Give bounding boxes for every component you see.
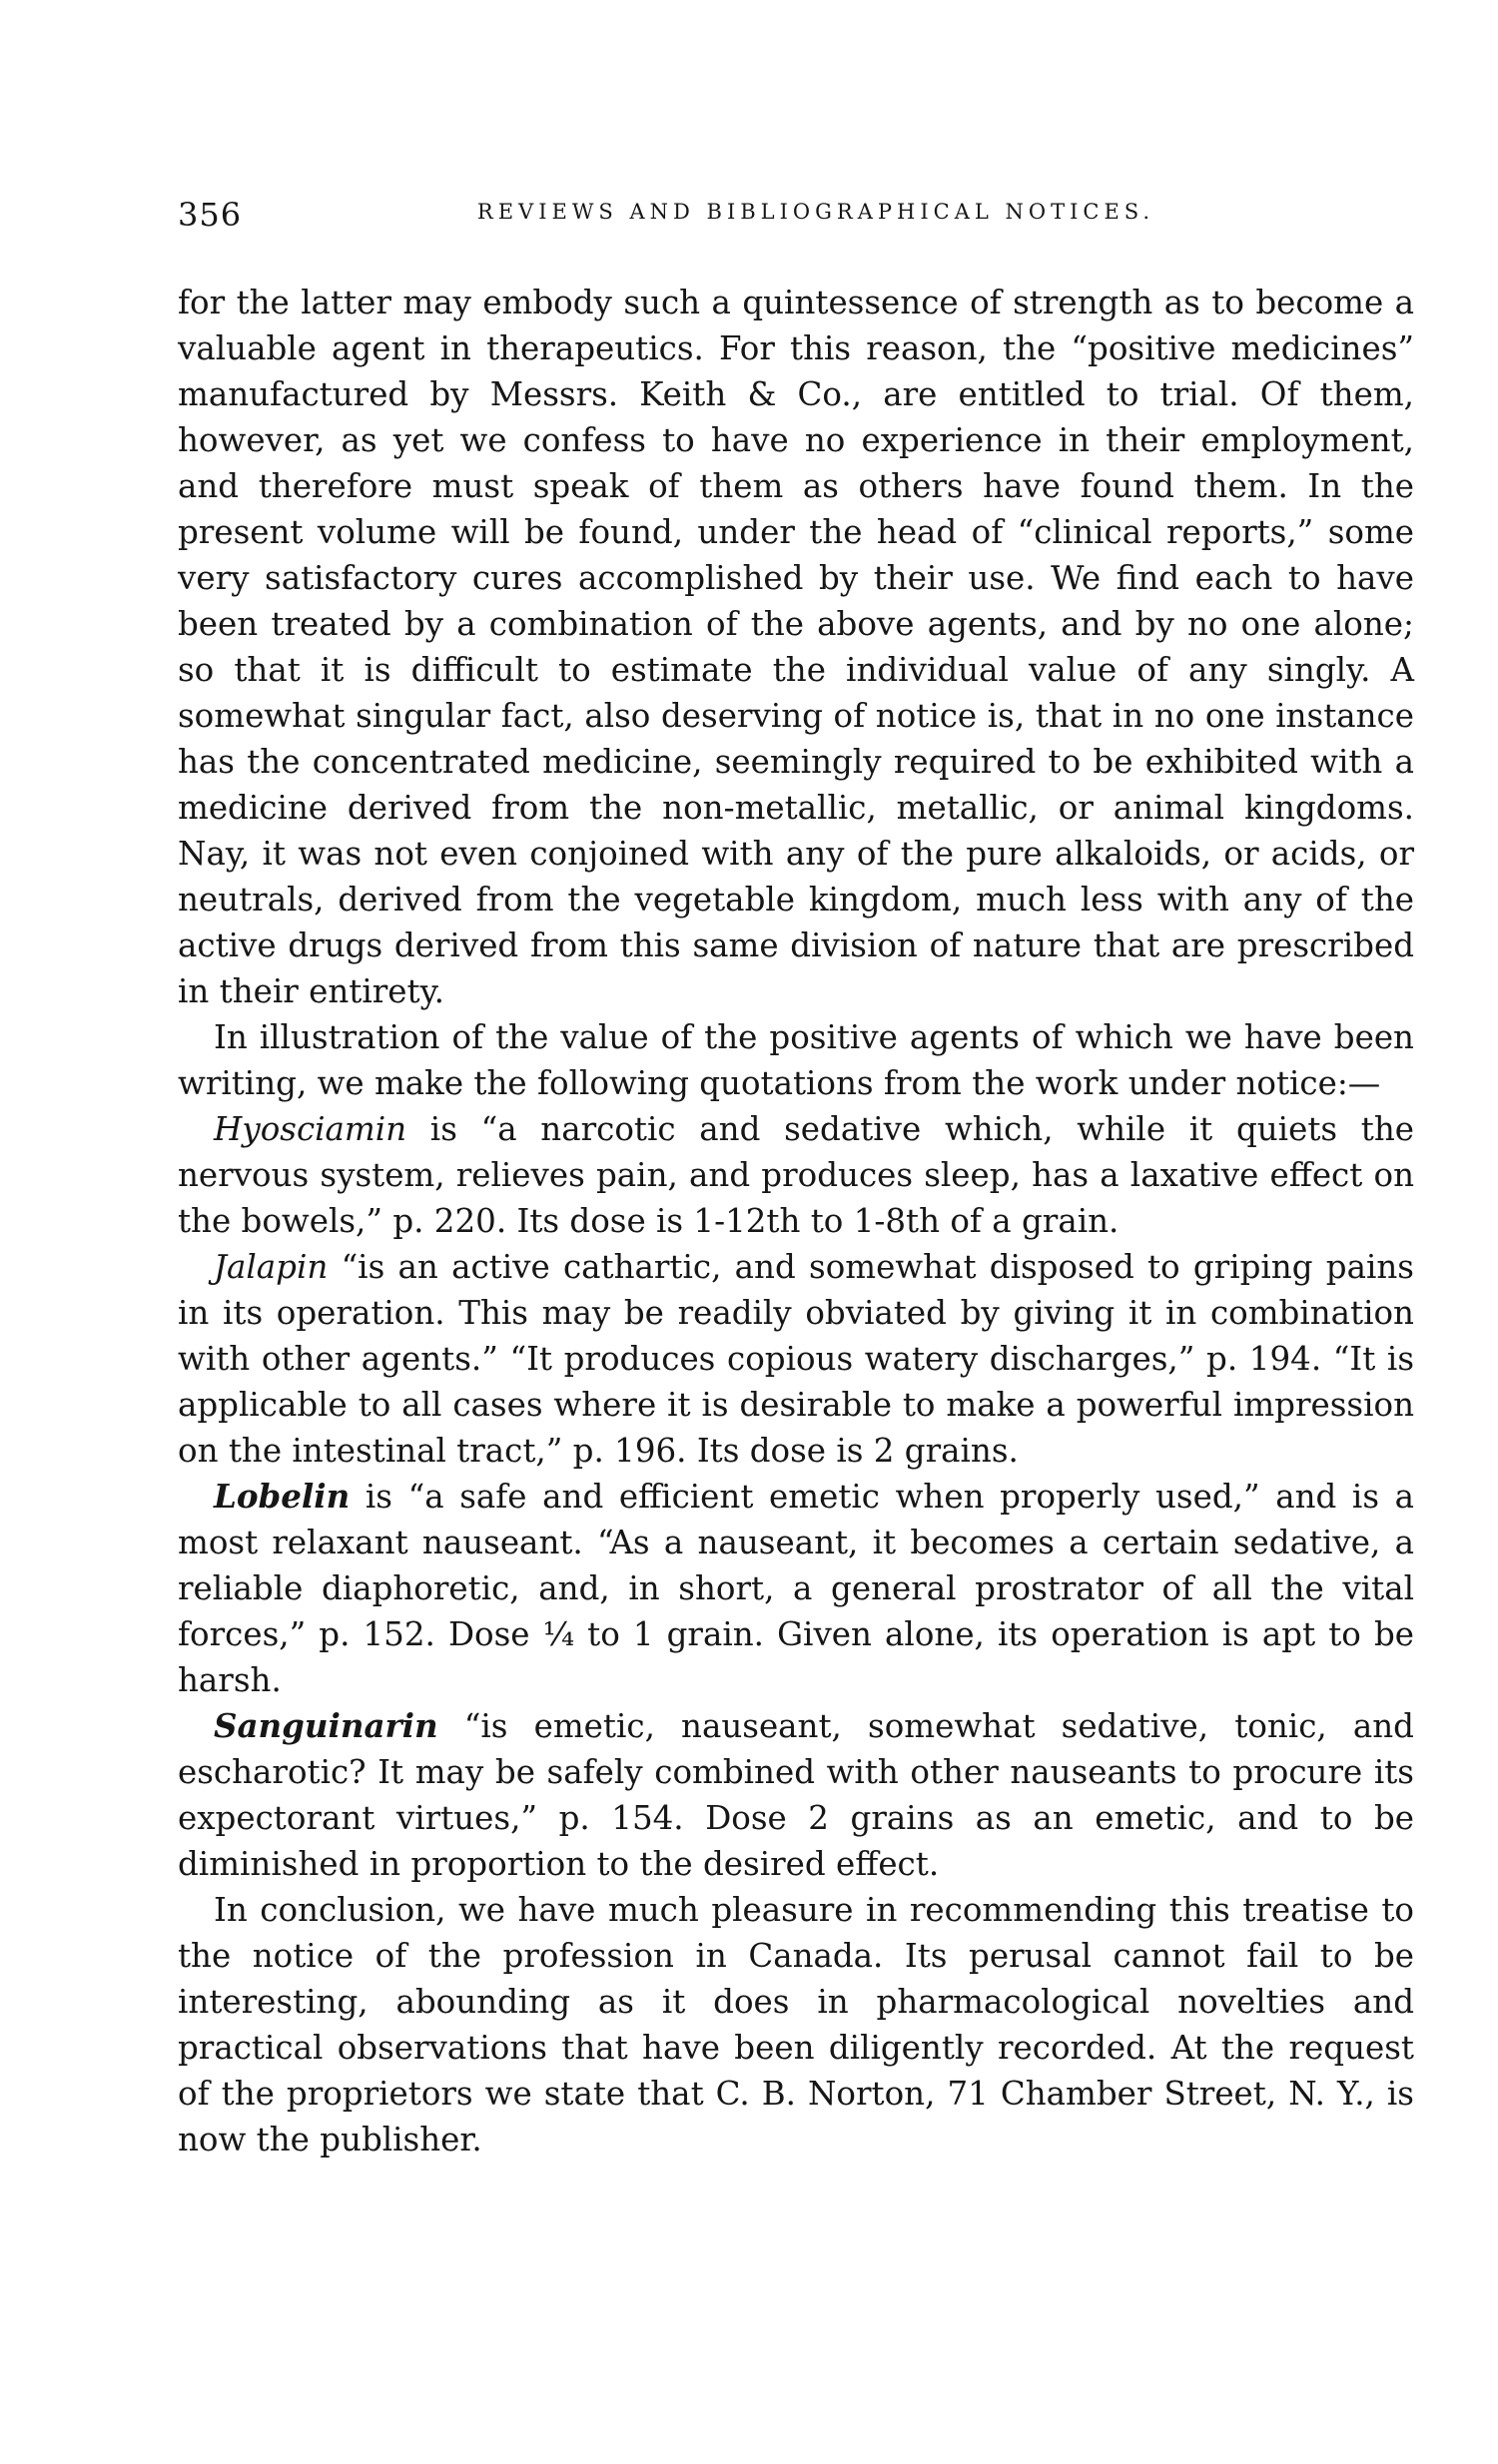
page-header — [178, 196, 1414, 236]
entry-term: Hyosciamin — [214, 1110, 407, 1148]
entry-text: “is an active cathartic, and somewhat disposed to griping pains in its operation. This may be readily obviated by giving it in combination with other agents.” “It produces copious watery discharges,” p. 194. “It is applicable to all cases where it is desirable to make a powerful impression on the intestinal tract,” p. 196. Its dose is 2 grains. — [178, 1248, 1414, 1470]
entry-hyoscyamin — [178, 1106, 1414, 1244]
running-head: REVIEWS AND BIBLIOGRAPHICAL NOTICES. — [476, 200, 1155, 224]
paragraph-continued: for the latter may embody such a quintessence of strength as to become a valuable agent in therapeutics. For this reason, the “positive medicines” manufactured by Messrs. Keith & Co., are entitled to trial. Of them, however, as yet we confess to have no experience in their employment, and therefore must speak of them as others have found them. In the present volume will be found, under the head of “clinical reports,” some very satisfactory cures accomplished by their use. We find each to have been treated by a combination of the above agents, and by no one alone; so that it is difficult to estimate the individual value of any singly. A somewhat singular fact, also deserving of notice is, that in no one instance has the concentrated medicine, seemingly required to be exhibited with a medicine derived from the non-metallic, metallic, or animal kingdoms. Nay, it was not even conjoined with any of the pure alkaloids, or acids, or neutrals, derived from the vegetable kingdom, much less with any of the active drugs derived from this same division of nature that are prescribed in their entirety. — [178, 284, 1414, 1010]
body-text — [178, 280, 1414, 2162]
paragraph-conclusion: In conclusion, we have much pleasure in recommending this treatise to the notice of the profession in Canada. Its perusal cannot fail to be interesting, abounding as it does in pharmacological novelties and practical observations that have been diligently recorded. At the request of the proprietors we state that C. B. Norton, 71 Chamber Street, N. Y., is now the publisher. — [178, 1891, 1414, 2158]
page-number: 356 — [178, 196, 243, 234]
entry-lobelin — [178, 1474, 1414, 1703]
entry-term: Sanguinarin — [214, 1706, 438, 1745]
entry-term: Lobelin — [214, 1477, 351, 1516]
entry-jalapin — [178, 1244, 1414, 1474]
entry-term: Jalapin — [214, 1248, 329, 1286]
entry-sanguinarin — [178, 1703, 1414, 1887]
entry-text: is “a narcotic and sedative which, while it quiets the nervous system, relieves pain, and produces sleep, has a laxative effect on the bowels,” p. 220. Its dose is 1-12th to 1-8th of a grain. — [178, 1110, 1414, 1240]
document-page — [178, 196, 1414, 2162]
entry-text: “is emetic, nauseant, somewhat sedative, tonic, and escharotic? It may be safely combined with other nauseants to procure its expectorant virtues,” p. 154. Dose 2 grains as an emetic, and to be diminished in proportion to the desired effect. — [178, 1707, 1414, 1883]
paragraph-illustration: In illustration of the value of the positive agents of which we have been writing, we make the following quotations from the work under notice:— — [178, 1018, 1414, 1102]
entry-text: is “a safe and efficient emetic when properly used,” and is a most relaxant nauseant. “As a nauseant, it becomes a certain sedative, a reliable diaphoretic, and, in short, a general prostrator of all the vital forces,” p. 152. Dose ¼ to 1 grain. Given alone, its operation is apt to be harsh. — [178, 1478, 1414, 1699]
